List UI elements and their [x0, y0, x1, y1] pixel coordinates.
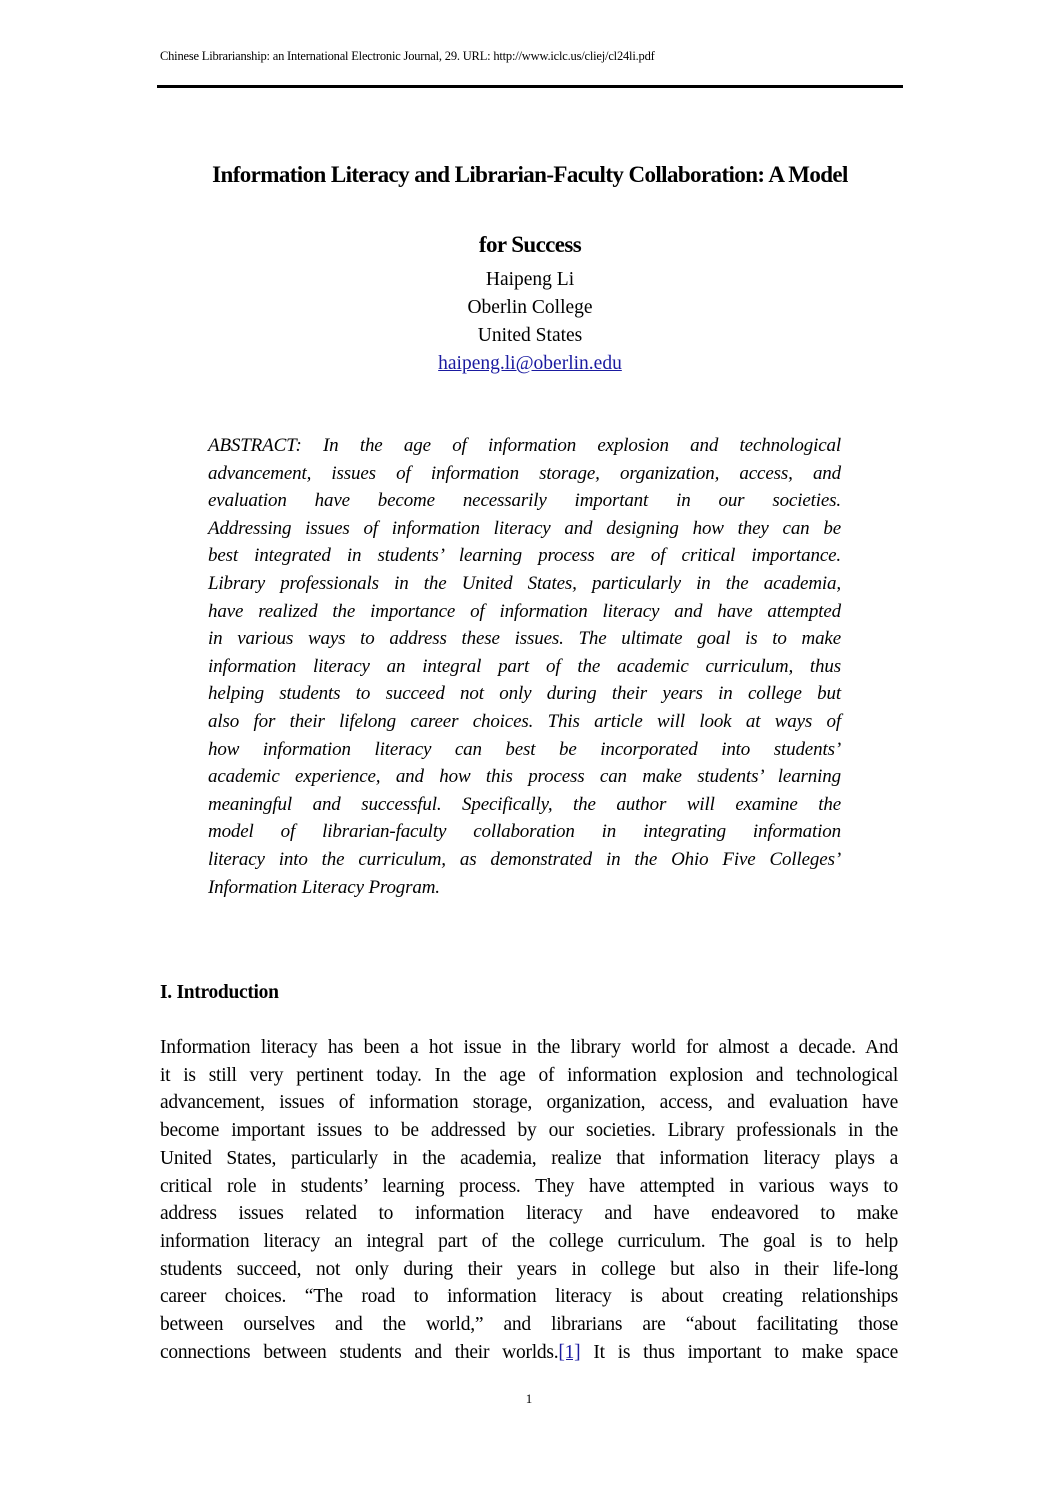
abstract-line: best integrated in students’ learning process are of critical importance. [208, 545, 841, 567]
abstract-line: evaluation have become necessarily important in our societies. [208, 490, 841, 512]
abstract-line: have realized the importance of information literacy and have attempted [208, 600, 841, 622]
abstract-line: meaningful and successful. Specifically, the author will examine the [208, 793, 841, 815]
introduction-body [160, 1034, 898, 1366]
abstract-line: academic experience, and how this process can make students’ learning [208, 766, 841, 788]
running-header: Chinese Librarianship: an International Electronic Journal, 29. URL: http://www.iclc.us/cliej/cl24li.pdf [160, 49, 655, 63]
author-name: Haipeng Li [485, 269, 575, 290]
abstract-line: ABSTRACT: In the age of information explosion and technological [208, 435, 841, 456]
article-title [150, 140, 910, 280]
author-country: United States [477, 325, 583, 346]
abstract-line: in various ways to address these issues. The ultimate goal is to make [208, 628, 841, 650]
body-line: address issues related to information literacy and have endeavored to make [160, 1203, 898, 1225]
abstract-line: advancement, issues of information storage, organization, access, and [208, 462, 841, 484]
abstract-line: literacy into the curriculum, as demonstrated in the Ohio Five Colleges’ [208, 848, 841, 870]
author-email-link[interactable]: haipeng.li@oberlin.edu [438, 353, 622, 374]
body-line: United States, particularly in the academia, realize that information literacy plays a [160, 1147, 898, 1169]
abstract-line: Addressing issues of information literacy and designing how they can be [208, 517, 841, 539]
body-line: students succeed, not only during their years in college but also in their life-long [160, 1258, 898, 1280]
page-number: 1 [525, 1391, 533, 1406]
title-line-2: for Success [478, 232, 582, 257]
body-text-segment: It is thus important to make space [580, 1341, 898, 1363]
abstract-line: model of librarian-faculty collaboration in integrating information [208, 821, 841, 843]
body-line: advancement, issues of information storage, organization, access, and evaluation have [160, 1092, 898, 1114]
abstract-line: how information literacy can best be incorporated into students’ [208, 738, 841, 760]
footnote-ref-1-link[interactable]: [1] [558, 1341, 581, 1363]
section-heading-introduction: I. Introduction [160, 982, 279, 1003]
body-line-last [160, 1339, 898, 1367]
abstract-line: information literacy an integral part of the academic curriculum, thus [208, 655, 841, 677]
author-institution: Oberlin College [467, 297, 593, 318]
author-block [330, 266, 730, 378]
body-line: Information literacy has been a hot issue in the library world for almost a decade. And [160, 1037, 898, 1058]
body-line: career choices. “The road to information literacy is about creating relationships [160, 1286, 898, 1308]
abstract-line: Library professionals in the United States, particularly in the academia, [208, 572, 841, 594]
body-line: become important issues to be addressed by our societies. Library professionals in the [160, 1120, 898, 1142]
body-line: information literacy an integral part of the college curriculum. The goal is to help [160, 1230, 898, 1252]
abstract-line: also for their lifelong career choices. This article will look at ways of [208, 710, 841, 732]
title-line-1: Information Literacy and Librarian-Faculty Collaboration: A Model [212, 162, 848, 187]
body-line: it is still very pertinent today. In the age of information explosion and technological [160, 1064, 898, 1086]
body-line: critical role in students’ learning process. They have attempted in various ways to [160, 1175, 898, 1197]
abstract-line: helping students to succeed not only during their years in college but [208, 683, 841, 705]
body-line: between ourselves and the world,” and librarians are “about facilitating those [160, 1314, 898, 1336]
abstract [208, 432, 841, 901]
header-rule [157, 85, 903, 88]
abstract-line: Information Literacy Program. [208, 876, 440, 898]
body-text-segment: connections between students and their worlds. [160, 1341, 559, 1363]
